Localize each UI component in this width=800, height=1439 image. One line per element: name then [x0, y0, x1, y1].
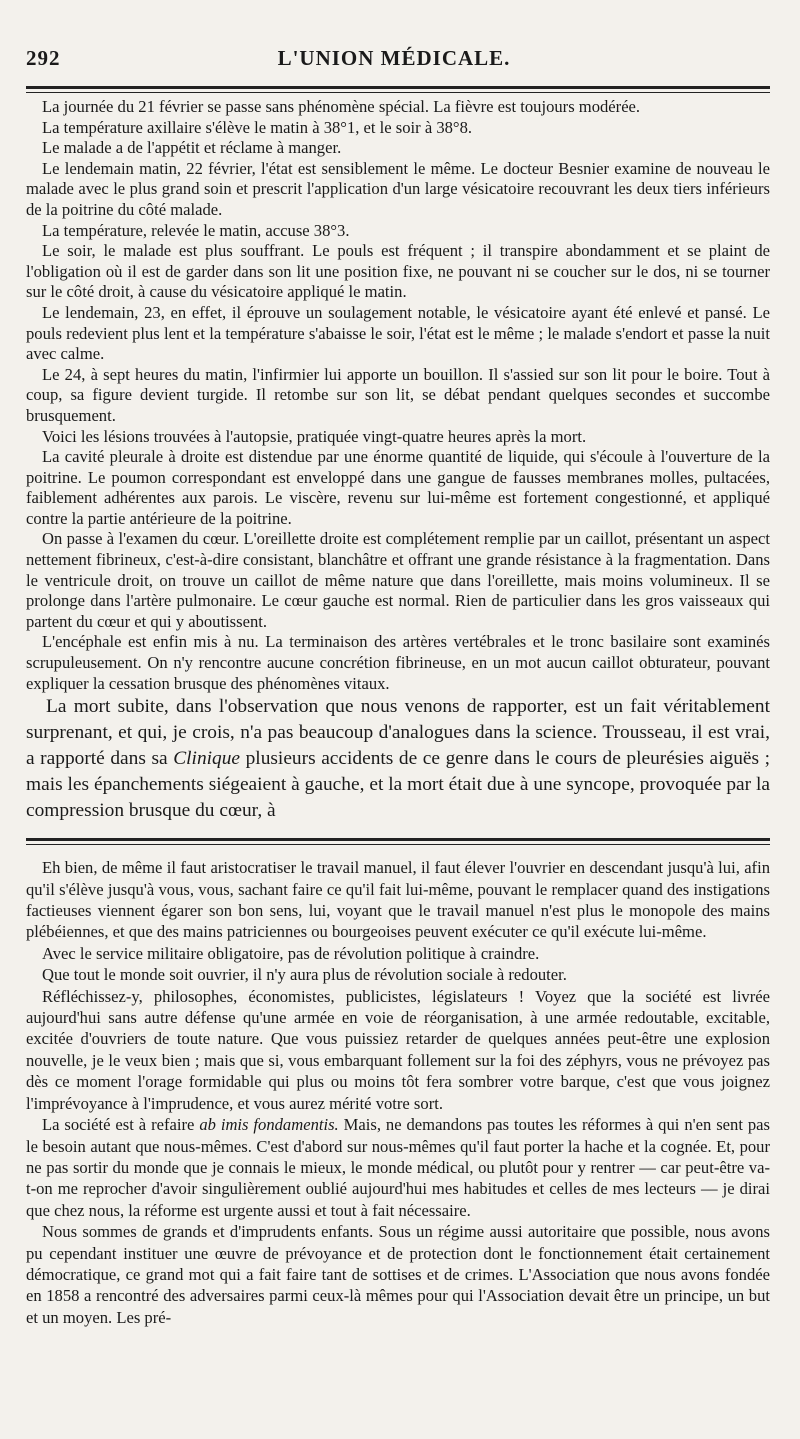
- paragraph: On passe à l'examen du cœur. L'oreillette droite est complétement remplie par un caillot, présentant un aspect nettement fibrineux, c'est-à-dire consistant, blanchâtre et offrant une grande résistance à la fragmentation. Dans le ventricule droit, on trouve un caillot de même nature que dans l'oreillette, mais moins volumineux. Il se prolonge dans l'artère pulmonaire. Le cœur gauche est normal. Rien de particulier dans les gros vaisseaux qui partent du cœur et qui y aboutissent.: [26, 529, 770, 631]
- header-rule-thin: [26, 92, 770, 93]
- paragraph: [18, 1114, 770, 1221]
- paragraph: Avec le service militaire obligatoire, pas de révolution politique à craindre.: [42, 943, 540, 963]
- italic-phrase: ab imis fondamentis.: [199, 1115, 339, 1135]
- paragraph: La cavité pleurale à droite est distendue par une énorme quantité de liquide, qui s'écoule à l'ouverture de la poitrine. Le poumon correspondant est enveloppé dans une gangue de fausses membranes molles, pultacées, faiblement adhérentes aux parois. Le viscère, revenu sur lui-même est fortement congestionné, et appliqué contre la partie antérieure de la poitrine.: [26, 447, 770, 528]
- paragraph: L'encéphale est enfin mis à nu. La terminaison des artères vertébrales et le tronc basilaire sont examinés scrupuleusement. On n'y rencontre aucune concrétion fibrineuse, en un mot aucun caillot obturateur, pouvant expliquer la cessation brusque des phénomènes vitaux.: [26, 632, 770, 693]
- italic-title: Clinique: [173, 748, 241, 770]
- feuilleton-separator: [26, 838, 770, 845]
- paragraph: Que tout le monde soit ouvrier, il n'y aura plus de révolution sociale à redouter.: [42, 965, 567, 985]
- paragraph: Eh bien, de même il faut aristocratiser le travail manuel, il faut élever l'ouvrier en descendant jusqu'à lui, afin qu'il s'élève jusqu'à vous, vous, sachant faire ce qu'il fait lui-même, pouvant le remplacer quand des instigations factieuses viennent égarer son bon sens, lui, voyant que le travail manuel n'est plus le monopole des mains plébéiennes, et que des mains patriciennes ou bourgeoises peuvent exécuter ce qu'il exécute lui-même.: [26, 858, 770, 942]
- commentary-text: [18, 694, 770, 824]
- text-run: Mais, ne demandons pas toutes les réformes à qui n'en sent pas le besoin autant que nous-mêmes. C'est d'abord sur nous-mêmes qu'il faut porter la hache et la cognée. Et, pour ne pas sortir du monde que je connais le mieux, le monde médical, ou plutôt pour y rentrer — car peut-être va-t-on me reprocher d'avoir singulièrement oublié aujourd'hui mes habitudes et celles de mes lecteurs — je dirai que chez nous, la réforme est urgente aussi et tout à fait nécessaire.: [26, 1115, 770, 1220]
- page-header: [18, 46, 770, 86]
- paragraph: Le 24, à sept heures du matin, l'infirmier lui apporte un bouillon. Il s'assied sur son lit pour le boire. Tout à coup, sa figure devient turgide. Il retombe sur son lit, se débat pendant quelques secondes et succombe brusquement.: [26, 364, 770, 425]
- observation-text: [18, 97, 770, 694]
- paragraph: Le lendemain, 23, en effet, il éprouve un soulagement notable, le vésicatoire ayant été enlevé et pansé. Le pouls redevient plus lent et la température s'abaisse le soir, l'état est le même ; le malade s'endort et passe la nuit avec calme.: [26, 302, 770, 364]
- paragraph: Le soir, le malade est plus souffrant. Le pouls est fréquent ; il transpire abondamment et se plaint de l'obligation où il est de garder dans son lit une position fixe, ne pouvant ni se coucher sur le dos, ni se tourner sur le côté droit, à cause du vésicatoire appliqué le matin.: [26, 241, 770, 302]
- paragraph: Le malade a de l'appétit et réclame à manger.: [42, 138, 342, 158]
- paragraph: Le lendemain matin, 22 février, l'état est sensiblement le même. Le docteur Besnier examine de nouveau le malade avec le plus grand soin et prescrit l'application d'un large vésicatoire recouvrant les deux tiers inférieurs de la poitrine du côté malade.: [26, 158, 770, 219]
- feuilleton-text: [18, 857, 770, 1328]
- paragraph: La température, relevée le matin, accuse 38°3.: [42, 220, 350, 240]
- page-number: 292: [26, 46, 61, 70]
- text-run: La société est à refaire: [42, 1115, 200, 1135]
- paragraph: Nous sommes de grands et d'imprudents enfants. Sous un régime aussi autoritaire que possible, nous avons pu cependant instituer une œuvre de prévoyance et de protection dont le fonctionnement était certainement démocratique, ce grand mot qui a fait faire tant de sottises et de crimes. L'Association que nous avons fondée en 1858 a rencontré des adversaires parmi ceux-là mêmes pour qui l'Association devait être un principe, un but et un moyen. Les pré-: [26, 1222, 770, 1327]
- paragraph: [18, 694, 770, 824]
- text-run: plusieurs accidents de ce genre dans le cours de pleurésies aiguës ; mais les épanchements siégeaient à gauche, et la mort était due à une syncope, provoquée par la compression brusque du cœur, à: [26, 748, 771, 822]
- text-run: La mort subite, dans l'observation que nous venons de rapporter, est un fait véritablement surprenant, et qui, je crois, n'a pas beaucoup d'analogues dans la science. Trousseau, il est vrai, a rapporté dans sa: [26, 696, 770, 770]
- paragraph: Voici les lésions trouvées à l'autopsie, pratiquée vingt-quatre heures après la mort.: [42, 426, 587, 446]
- running-title: L'UNION MÉDICALE.: [277, 46, 511, 70]
- paragraph: Réfléchissez-y, philosophes, économistes, publicistes, législateurs ! Voyez que la société est livrée aujourd'hui sans autre défense qu'une armée en voie de réorganisation, à une armée redoutable, excitable, excitée d'ouvriers de toute nature. Que vous puissiez retarder de quelques années peut-être une explosion nouvelle, je le veux bien ; mais que si, vous embarquant follement sur la foi des zéphyrs, vous ne prévoyez pas dès ce moment l'orage formidable qui plus ou moins tôt fera sombrer votre barque, c'est que vous joignez l'imprévoyance à l'imprudence, et vous aurez mérité votre sort.: [26, 986, 770, 1113]
- paragraph: La journée du 21 février se passe sans phénomène spécial. La fièvre est toujours modérée.: [42, 97, 641, 116]
- paragraph: La température axillaire s'élève le matin à 38°1, et le soir à 38°8.: [42, 117, 473, 137]
- header-rule: [26, 86, 770, 89]
